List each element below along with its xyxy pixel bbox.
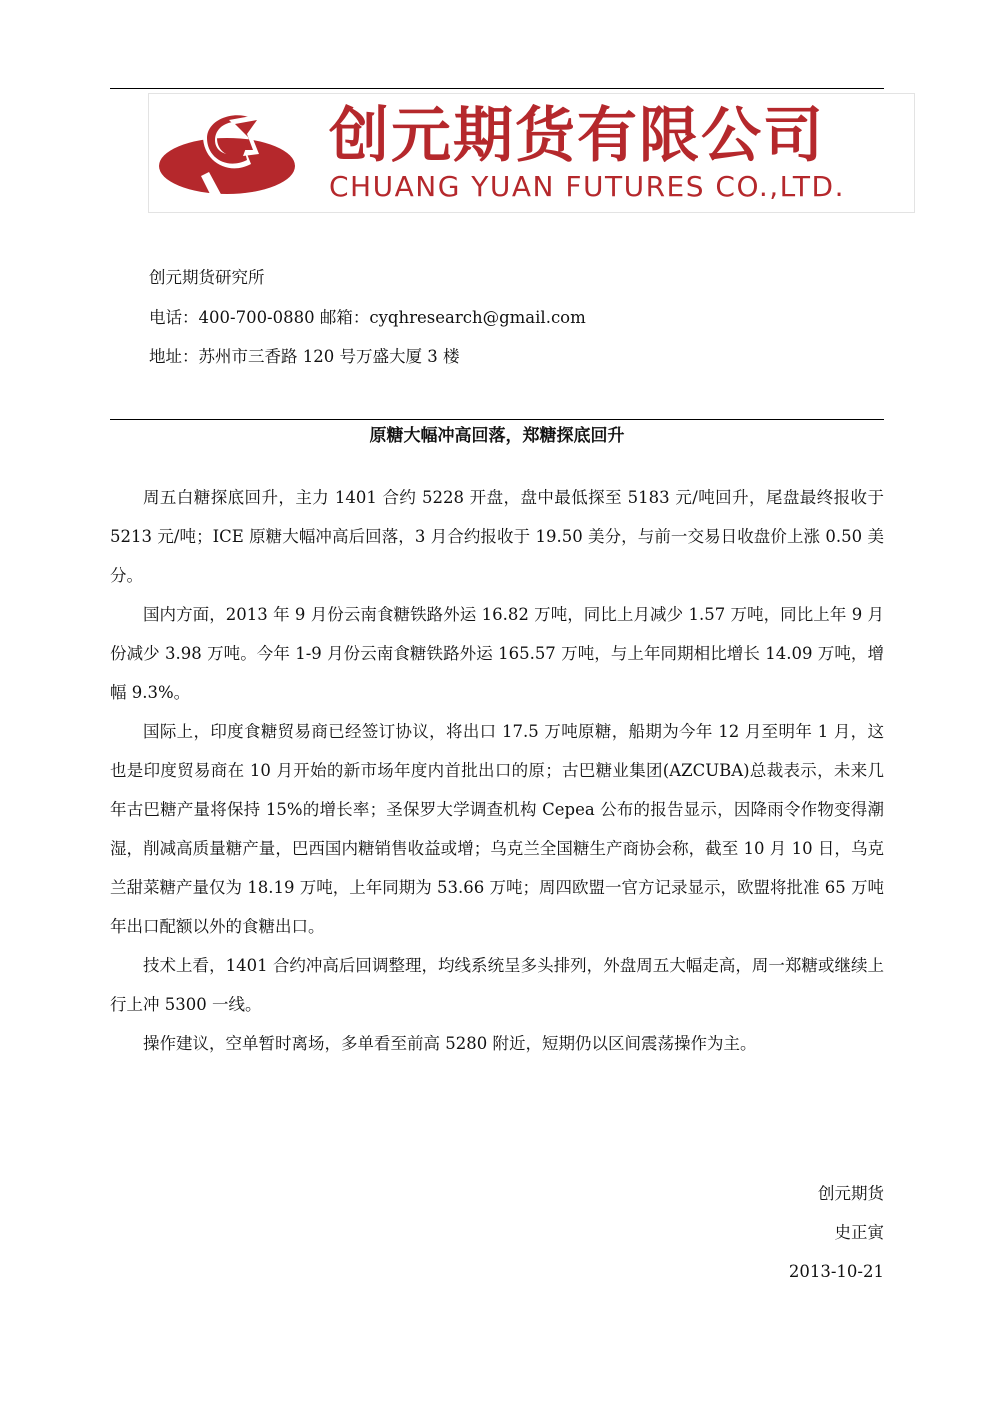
- signature-date: 2013-10-21: [788, 1262, 884, 1281]
- paragraph-market-summary: 周五白糖探底回升，主力 1401 合约 5228 开盘，盘中最低探至 5183 元/吨回升，尾盘最终报收于 5213 元/吨；ICE 原糖大幅冲高后回落，3 月合约报收于 19.50 美分，与前一交易日收盘价上涨 0.50 美分。: [110, 488, 884, 585]
- logo-mark-icon: [159, 100, 299, 202]
- paragraph-domestic: 国内方面，2013 年 9 月份云南食糖铁路外运 16.82 万吨，同比上月减少 1.57 万吨，同比上年 9 月份减少 3.98 万吨。今年 1-9 月份云南食糖铁路外运 165.57 万吨，与上年同期相比增长 14.09 万吨，增幅 9.3%。: [110, 605, 884, 702]
- phone-email-line: 电话：400-700-0880 邮箱：cyqhresearch@gmail.com: [149, 308, 586, 327]
- paragraph-technical: 技术上看，1401 合约冲高后回调整理，均线系统呈多头排列，外盘周五大幅走高，周一郑糖或继续上行上冲 5300 一线。: [110, 956, 884, 1014]
- article-body: [110, 478, 884, 1063]
- header-rule: [110, 88, 884, 89]
- logo-chinese-name: 创元期货有限公司: [329, 101, 825, 171]
- article-title: 原糖大幅冲高回落，郑糖探底回升: [369, 426, 625, 446]
- address-line: 地址：苏州市三香路 120 号万盛大厦 3 楼: [149, 347, 460, 366]
- paragraph-advice: 操作建议，空单暂时离场，多单看至前高 5280 附近，短期仍以区间震荡操作为主。: [143, 1034, 757, 1053]
- section-rule: [110, 419, 884, 420]
- paragraph-international: 国际上，印度食糖贸易商已经签订协议，将出口 17.5 万吨原糖，船期为今年 12 月至明年 1 月，这也是印度贸易商在 10 月开始的新市场年度内首批出口的原；古巴糖业集团(AZCUBA)总裁表示，未来几年古巴糖产量将保持 15%的增长率；圣保罗大学调查机构 Cepea 公布的报告显示，因降雨令作物变得潮湿，削减高质量糖产量，巴西国内糖销售收益或增；乌克兰全国糖生产商协会称，截至 10 月 10 日，乌克兰甜菜糖产量仅为 18.19 万吨，上年同期为 53.66 万吨；周四欧盟一官方记录显示，欧盟将批准 65 万吨年出口配额以外的食糖出口。: [110, 722, 884, 936]
- company-logo: [148, 93, 915, 213]
- signature-author: 史正寅: [834, 1223, 884, 1242]
- institute-name: 创元期货研究所: [149, 268, 265, 287]
- signature-company: 创元期货: [818, 1184, 884, 1203]
- logo-english-name: CHUANG YUAN FUTURES CO.,LTD.: [329, 170, 845, 203]
